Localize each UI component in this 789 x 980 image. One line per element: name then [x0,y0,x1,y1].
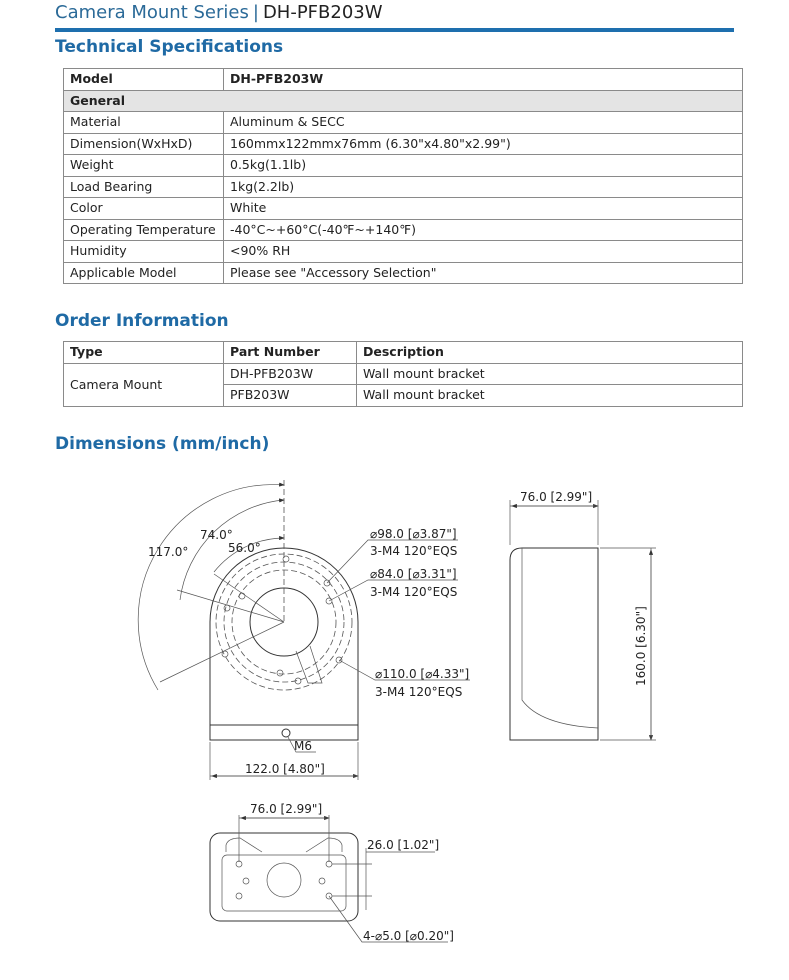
hole-spacing-h-label: 76.0 [2.99"] [250,802,323,816]
d84-label: ⌀84.0 [⌀3.31"] [370,567,457,581]
spec-label: Color [64,198,224,220]
m6-label: M6 [294,739,312,753]
description: Wall mount bracket [357,363,743,385]
angle-56-label: 56.0° [228,541,261,555]
spec-label: Load Bearing [64,176,224,198]
series-name: Camera Mount Series [55,2,249,23]
width-label: 122.0 [4.80"] [245,762,325,776]
d98-holes-label: 3-M4 120°EQS [370,544,458,558]
part-number: PFB203W [224,385,357,407]
spec-label: Applicable Model [64,262,224,284]
spec-label: Material [64,112,224,134]
spec-value: <90% RH [224,241,743,263]
spec-label: Weight [64,155,224,177]
angle-74-label: 74.0° [200,528,233,542]
column-header: Description [357,342,743,364]
model-name: DH-PFB203W [262,2,383,23]
part-number: DH-PFB203W [224,363,357,385]
spec-label: Operating Temperature [64,219,224,241]
spec-value: White [224,198,743,220]
tech-spec-heading: Technical Specifications [55,37,284,57]
title-separator: | [252,2,259,23]
order-heading: Order Information [55,311,229,331]
height-label: 160.0 [6.30"] [634,606,648,686]
spec-value: Aluminum & SECC [224,112,743,134]
depth-label: 76.0 [2.99"] [520,490,593,504]
d84-holes-label: 3-M4 120°EQS [370,585,458,599]
d110-holes-label: 3-M4 120°EQS [375,685,463,699]
d98-label: ⌀98.0 [⌀3.87"] [370,527,457,541]
description: Wall mount bracket [357,385,743,407]
spec-label: Humidity [64,241,224,263]
group-label: General [64,90,743,112]
model-value: DH-PFB203W [224,69,743,91]
column-header: Type [64,342,224,364]
m6-hole [282,729,290,737]
model-label: Model [64,69,224,91]
bottom-view [210,802,454,943]
spec-value: 0.5kg(1.1lb) [224,155,743,177]
front-view [138,480,470,780]
holes-label: 4-⌀5.0 [⌀0.20"] [363,929,454,943]
spec-label: Dimension(WxHxD) [64,133,224,155]
spec-value: Please see "Accessory Selection" [224,262,743,284]
angle-117-label: 117.0° [148,545,189,559]
d110-label: ⌀110.0 [⌀4.33"] [375,667,470,681]
spec-value: -40°C~+60°C(-40℉~+140℉) [224,219,743,241]
dimensions-heading: Dimensions (mm/inch) [55,434,270,454]
type-cell: Camera Mount [64,363,224,406]
spec-value: 1kg(2.2lb) [224,176,743,198]
spec-value: 160mmx122mmx76mm (6.30"x4.80"x2.99") [224,133,743,155]
hole-spacing-v-label: 26.0 [1.02"] [367,838,440,852]
column-header: Part Number [224,342,357,364]
side-view [510,490,656,740]
